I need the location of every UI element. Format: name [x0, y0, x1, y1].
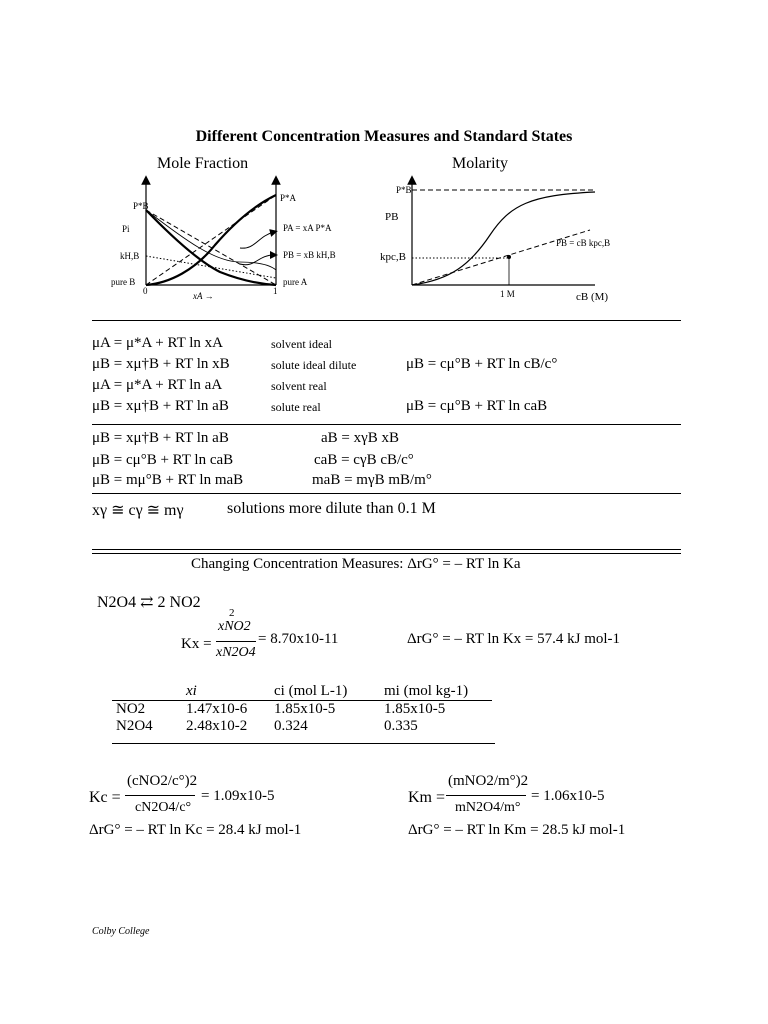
equation-desc: solute real	[271, 400, 321, 414]
pi-label: Pi	[122, 224, 130, 234]
activity-mu: μB = mμ°B + RT ln maB	[92, 472, 244, 488]
table-cell: 1.47x10-6	[186, 701, 248, 717]
table-row	[112, 701, 492, 719]
table-cell: 0.335	[384, 718, 418, 734]
activity-a: caB = cγB cB/c°	[314, 452, 414, 468]
concentration-table	[112, 683, 492, 735]
table-bottom-rule	[112, 743, 495, 744]
table-cell: 0.324	[274, 718, 308, 734]
table-header-cell	[112, 683, 182, 701]
table-cell: N2O4	[116, 718, 153, 734]
kx-value: = 8.70x10-11	[258, 631, 339, 647]
page-title: Different Concentration Measures and Standard States	[195, 128, 573, 145]
table-cell: 2.48x10-2	[186, 718, 248, 734]
raoult-a-line	[146, 195, 276, 285]
pa-star-label: P*A	[280, 193, 297, 203]
molar-equation: μB = cμ°B + RT ln caB	[406, 398, 548, 414]
mole-fraction-graph	[100, 176, 336, 306]
activity-mu: μB = xμ†B + RT ln aB	[92, 430, 229, 446]
zero-label: 0	[143, 286, 148, 296]
divider	[92, 424, 681, 425]
km-numerator: (mNO2/m°)2	[448, 773, 529, 789]
activity-a: maB = mγB mB/m°	[312, 472, 432, 488]
divider	[92, 493, 681, 494]
raoult-label: PA = xA P*A	[283, 223, 332, 233]
cb-axis-label: cB (M)	[576, 291, 609, 303]
raoult-b-line	[146, 210, 276, 285]
table-cell: 1.85x10-5	[384, 701, 446, 717]
one-m-label: 1 M	[500, 289, 515, 299]
km-value: = 1.06x10-5	[531, 788, 605, 804]
fraction-bar	[216, 641, 256, 642]
reaction: N2O4 ⇄ 2 NO2	[97, 594, 201, 611]
xa-axis-label: xA →	[193, 291, 214, 301]
khb-label: kH,B	[120, 251, 140, 261]
real-pa-curve	[146, 195, 276, 285]
pure-a-label: pure A	[283, 277, 308, 287]
changing-heading: Changing Concentration Measures: ΔrG° = – RT ln Ka	[191, 556, 521, 572]
kx-numerator: xNO2	[218, 619, 251, 634]
footer: Colby College	[92, 926, 150, 937]
molarity-heading: Molarity	[452, 155, 508, 172]
equation-desc: solvent ideal	[271, 337, 332, 351]
pure-b-label: pure B	[111, 277, 136, 287]
table-cell: NO2	[116, 701, 146, 717]
kc-numerator: (cNO2/c°)2	[127, 773, 198, 789]
molar-equation: μB = cμ°B + RT ln cB/c°	[406, 356, 558, 372]
gamma-relation: xγ ≅ cγ ≅ mγ	[92, 502, 184, 519]
kx-exponent: 2	[229, 607, 235, 619]
table-header-cell: xi	[182, 683, 270, 701]
kc-dg: ΔrG° = – RT ln Kc = 28.4 kJ mol-1	[89, 822, 302, 838]
pb-label: PB	[385, 211, 399, 223]
activity-mu: μB = cμ°B + RT ln caB	[92, 452, 234, 468]
gamma-note: solutions more dilute than 0.1 M	[227, 500, 436, 517]
fraction-bar	[446, 795, 526, 796]
equation: μB = xμ†B + RT ln aB	[92, 398, 229, 414]
molarity-graph	[372, 176, 622, 306]
fraction-bar	[125, 795, 195, 796]
divider	[92, 553, 681, 554]
equation: μA = μ*A + RT ln xA	[92, 335, 224, 351]
table-row	[112, 718, 492, 735]
km-lhs: Km =	[408, 789, 446, 806]
table-header-cell: ci (mol L-1)	[270, 683, 380, 701]
one-label: 1	[273, 286, 278, 296]
divider	[92, 320, 681, 321]
activity-a: aB = xγB xB	[321, 430, 400, 446]
mole-fraction-heading: Mole Fraction	[157, 155, 249, 172]
kx-lhs: Kx =	[181, 636, 212, 652]
kc-denominator: cN2O4/c°	[135, 800, 192, 815]
equation: μA = μ*A + RT ln aA	[92, 377, 223, 393]
kx-denominator: xN2O4	[216, 645, 256, 660]
km-denominator: mN2O4/m°	[455, 800, 521, 815]
kc-value: = 1.09x10-5	[201, 788, 275, 804]
pb-star-label: P*B	[396, 185, 412, 195]
kpc-label: kpc,B	[380, 251, 406, 263]
pb-star-label: P*B	[133, 201, 149, 211]
kc-lhs: Kc =	[89, 789, 121, 806]
equation-desc: solute ideal dilute	[271, 358, 357, 372]
equation-desc: solvent real	[271, 379, 327, 393]
km-dg: ΔrG° = – RT ln Km = 28.5 kJ mol-1	[408, 822, 626, 838]
henry-label: PB = xB kH,B	[283, 250, 336, 260]
divider	[92, 549, 681, 550]
table-cell: 1.85x10-5	[274, 701, 336, 717]
table-header	[112, 683, 492, 701]
table-header-cell: mi (mol kg-1)	[380, 683, 492, 701]
henry-line-label: PB = cB kpc,B	[556, 238, 611, 248]
kx-dg: ΔrG° = – RT ln Kx = 57.4 kJ mol-1	[407, 631, 621, 647]
equation: μB = xμ†B + RT ln xB	[92, 356, 230, 372]
